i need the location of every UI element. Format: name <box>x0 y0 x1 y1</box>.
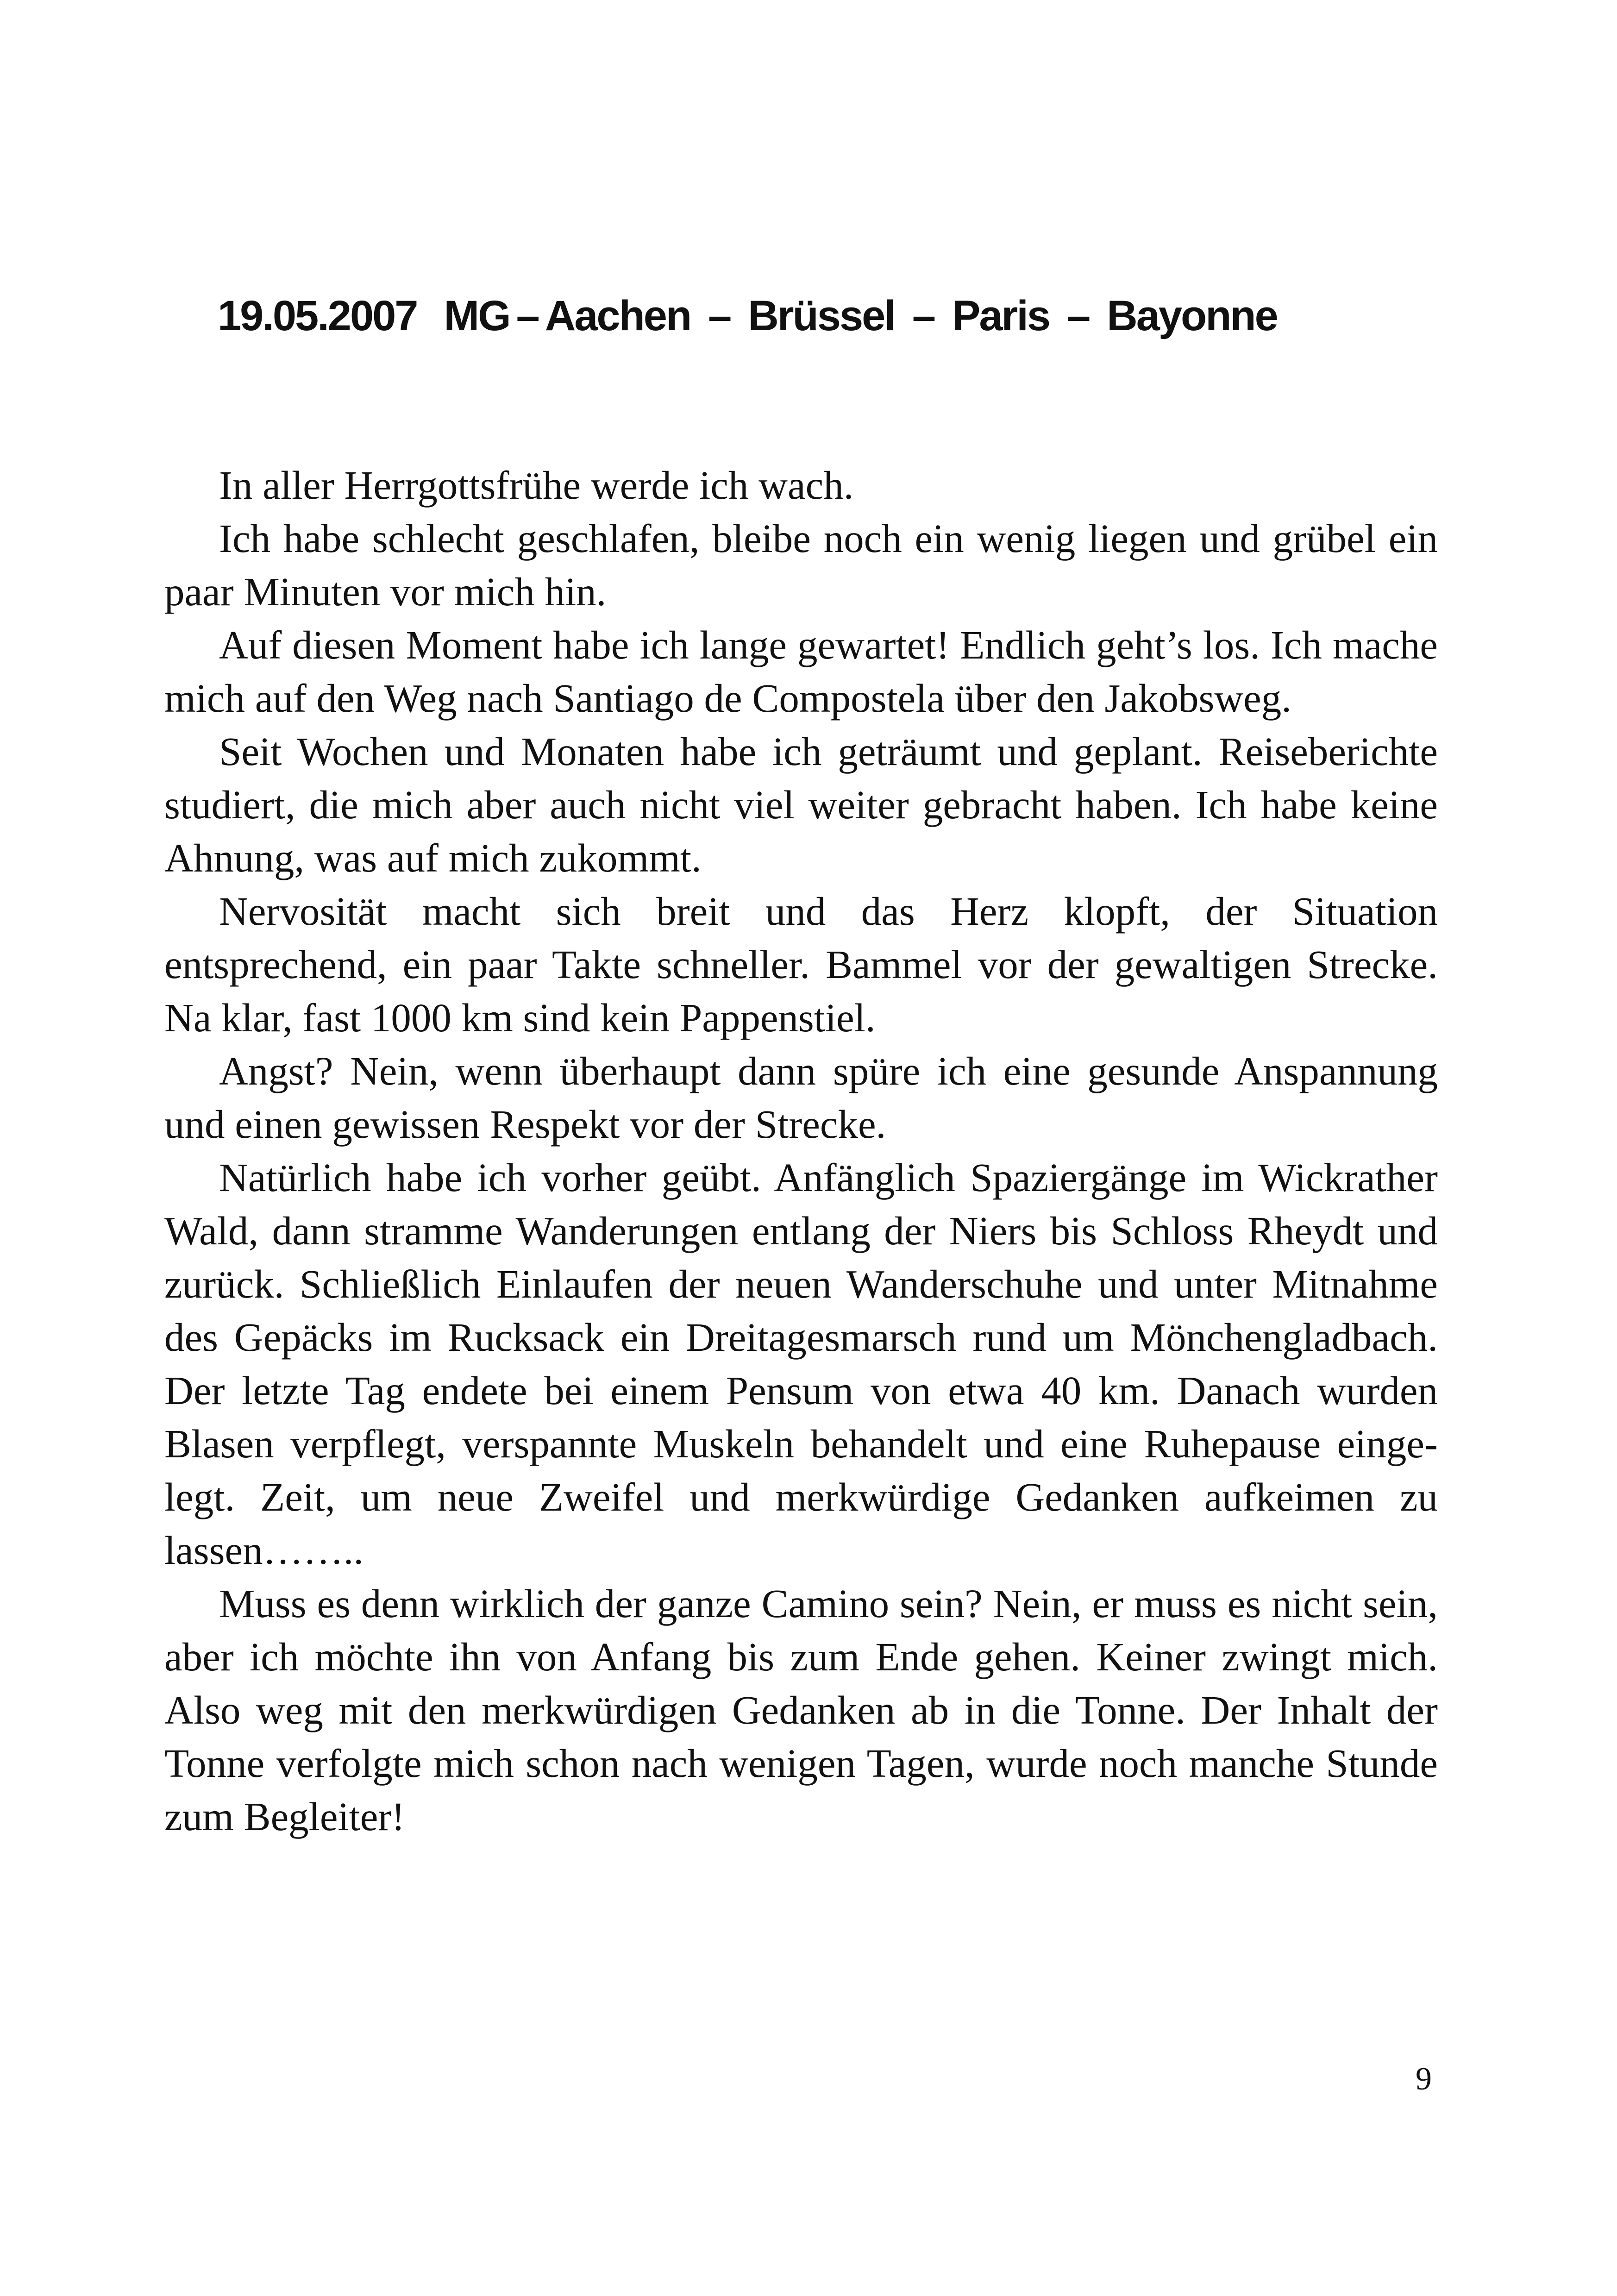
route-separator: – <box>708 292 731 339</box>
route-stop: Bayonne <box>1107 292 1277 339</box>
route-separator: – <box>516 292 539 339</box>
paragraph: Seit Wochen und Monaten habe ich geträumt und geplant. Reiseberichte studiert, die mich aber auch nicht viel weiter gebracht haben. Ich habe keine Ahnung, was auf mich zukommt. <box>164 729 1438 880</box>
paragraph: Ich habe schlecht geschlafen, bleibe noch ein wenig liegen und grübel ein paar Minuten vor mich hin. <box>164 516 1438 614</box>
paragraph: Auf diesen Moment habe ich lange gewartet! Endlich geht’s los. Ich mache mich auf den Weg nach Santiago de Compostela über den Jakobsweg. <box>164 622 1438 721</box>
chapter-heading <box>218 292 1277 340</box>
paragraph: In aller Herrgottsfrühe werde ich wach. <box>219 463 854 508</box>
paragraph: Muss es denn wirklich der ganze Camino sein? Nein, er muss es nicht sein, aber ich möchte ihn von Anfang bis zum Ende gehen. Keiner zwingt mich. Also weg mit den merkwürdigen Gedanken ab in die Tonne. Der Inhalt der Tonne verfolgte mich schon nach wenigen Tagen, wurde noch manche Stunde zum Begleiter! <box>164 1581 1438 1839</box>
paragraph: Angst? Nein, wenn überhaupt dann spüre ich eine gesunde Anspannung und einen gewissen Respekt vor der Strecke. <box>164 1048 1438 1147</box>
route-stop: MG <box>444 292 510 339</box>
paragraph: Natürlich habe ich vorher geübt. Anfänglich Spaziergänge im Wickrather Wald, dann stramme Wanderungen entlang der Niers bis Schloss Rheydt und zurück. Schließlich Einlaufen der neuen Wanderschuhe und unter Mitnahme des Gepäcks im Rucksack ein Dreitagesmarsch rund um Mönchengladbach. Der letzte Tag endete bei einem Pensum von etwa 40 km. Danach wurden Blasen verpflegt, verspannte Muskeln behandelt und eine Ruhepause eingelegt. Zeit, um neue Zweifel und merkwürdige Gedanken aufkeimen zu lassen…….. <box>164 1155 1438 1573</box>
paragraph: Nervosität macht sich breit und das Herz klopft, der Situation entsprechend, ein paar Takte schneller. Bammel vor der gewaltigen Strecke. Na klar, fast 1000 km sind kein Pappenstiel. <box>164 889 1438 1040</box>
route-separator: – <box>1067 292 1090 339</box>
page-number: 9 <box>1416 2061 1432 2097</box>
body-text <box>164 458 1438 1843</box>
route-stop: Paris <box>952 292 1050 339</box>
route-stop: Aachen <box>545 292 691 339</box>
heading-date: 19.05.2007 <box>218 292 417 339</box>
route-separator: – <box>912 292 935 339</box>
route-stop: Brüssel <box>748 292 895 339</box>
